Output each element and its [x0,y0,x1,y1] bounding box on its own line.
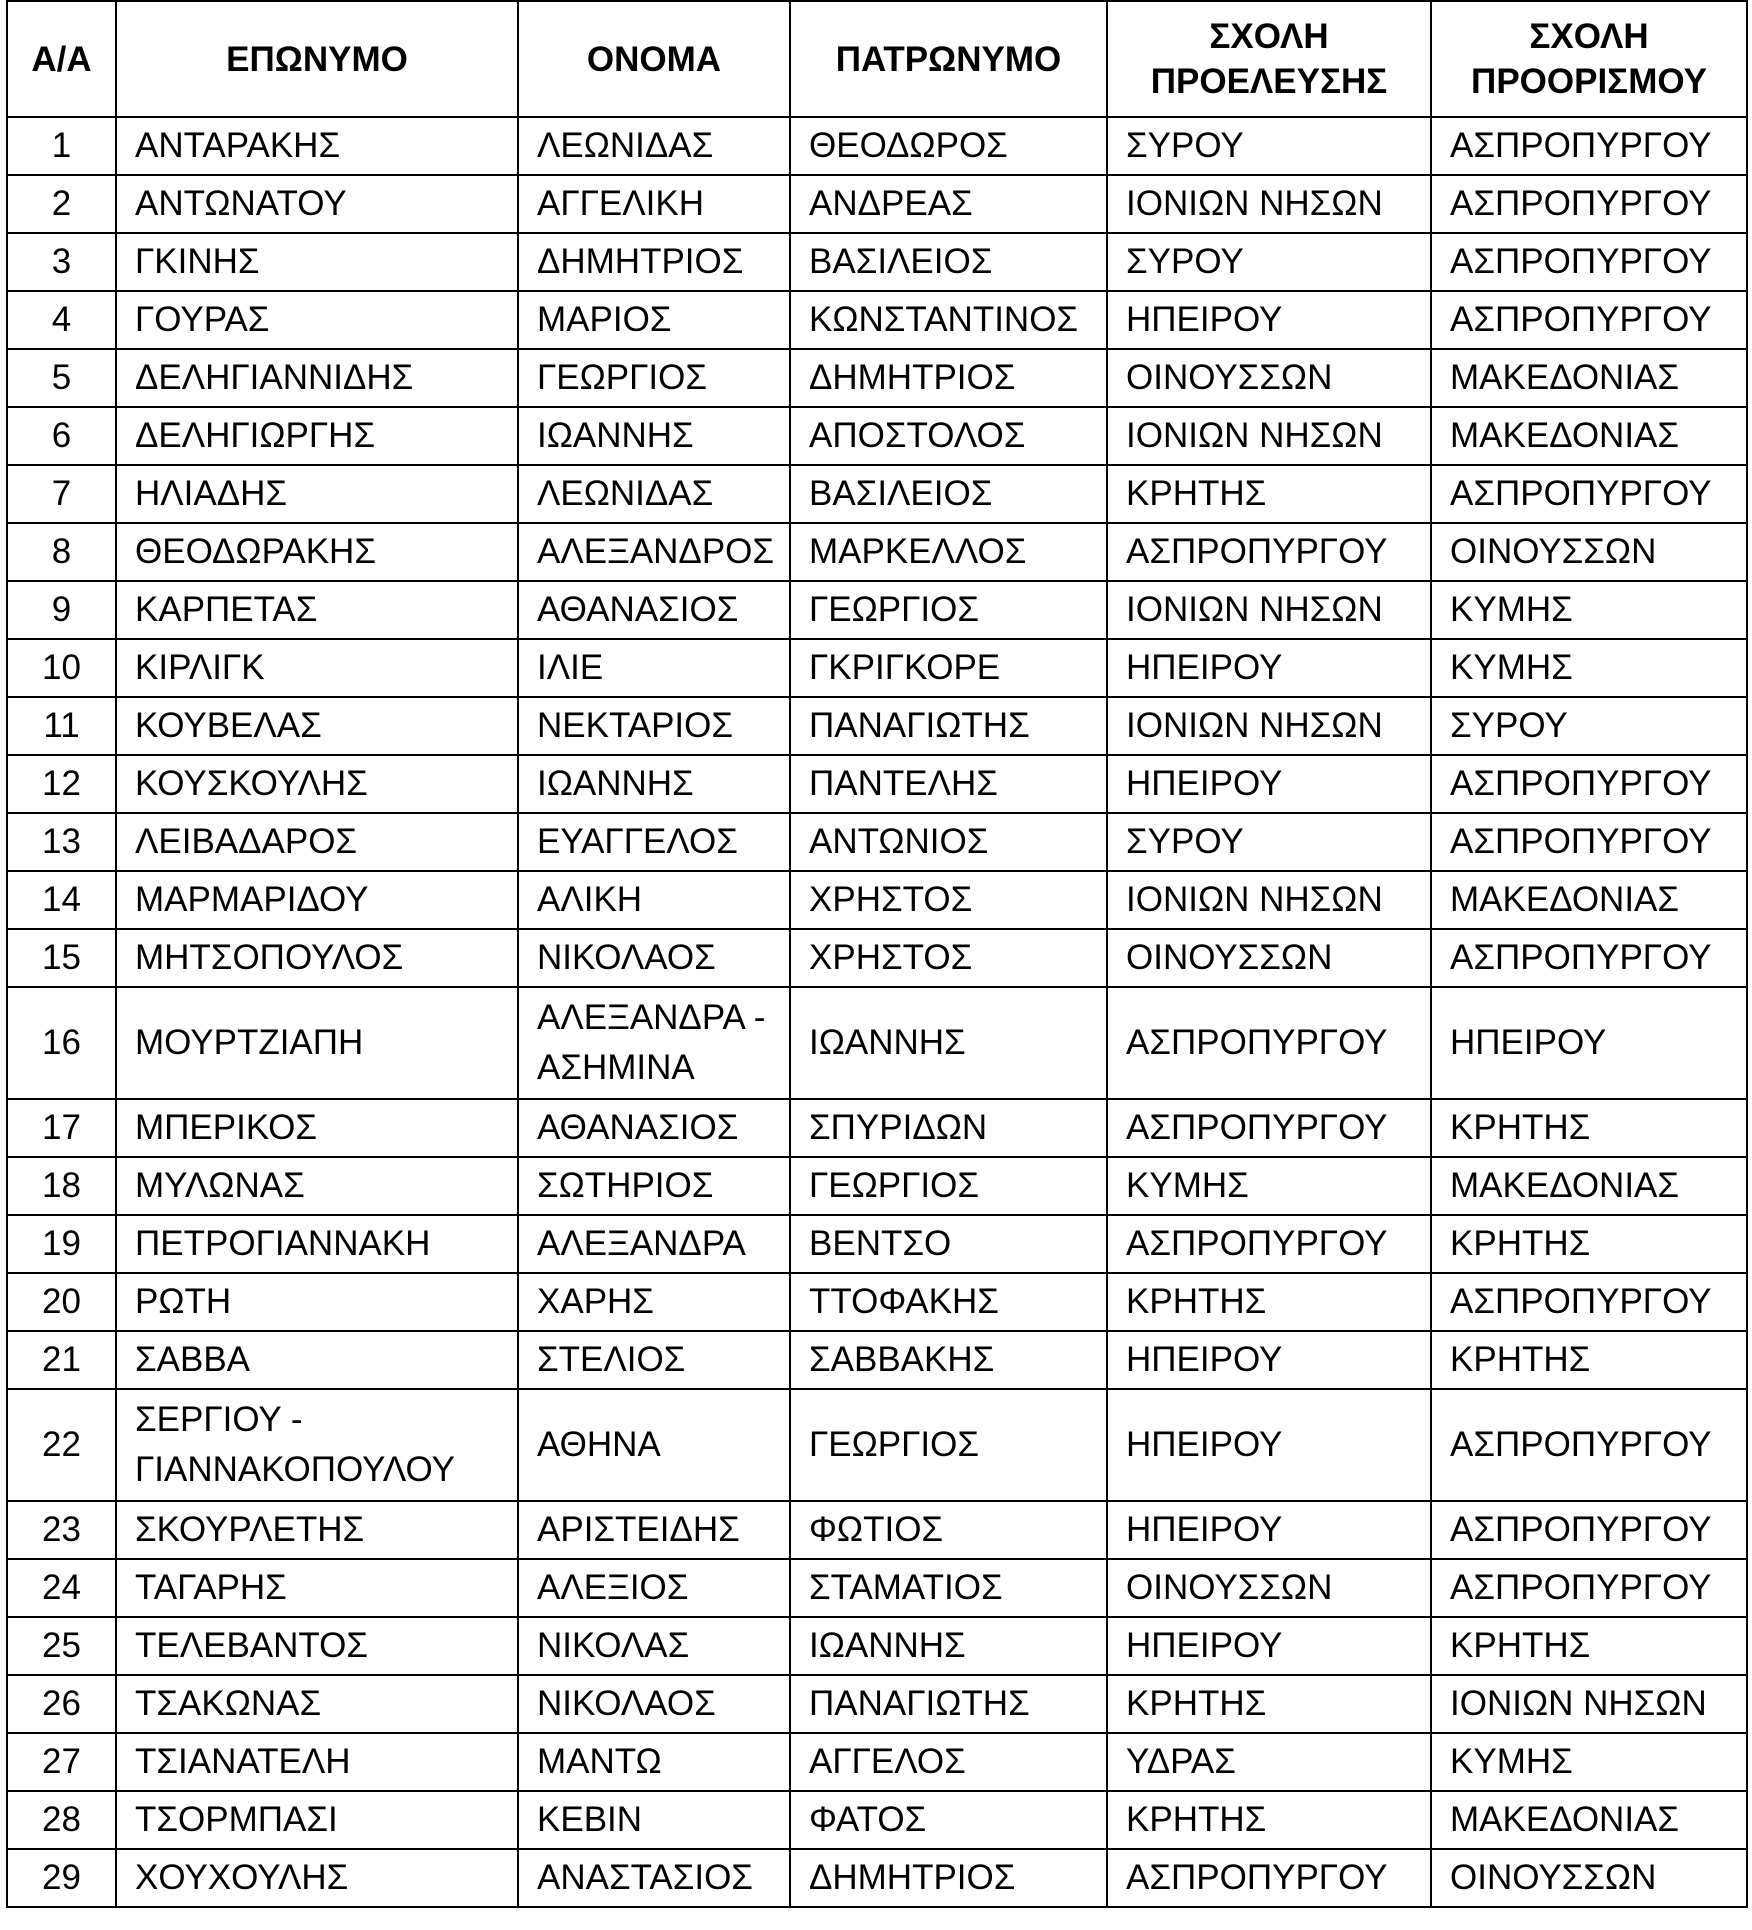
cell-father-name: ΓΚΡΙΓΚΟΡΕ [790,639,1107,697]
cell-aa: 29 [7,1849,116,1907]
cell-father-name: ΧΡΗΣΤΟΣ [790,871,1107,929]
cell-origin-school: ΑΣΠΡΟΠΥΡΓΟΥ [1107,1099,1431,1157]
cell-name: ΛΕΩΝΙΔΑΣ [518,465,790,523]
cell-destination-school: ΟΙΝΟΥΣΣΩΝ [1431,523,1747,581]
cell-surname: ΘΕΟΔΩΡΑΚΗΣ [116,523,518,581]
table-row [7,1389,1747,1501]
cell-origin-school: ΚΡΗΤΗΣ [1107,1791,1431,1849]
cell-father-name: ΑΠΟΣΤΟΛΟΣ [790,407,1107,465]
cell-father-name: ΙΩΑΝΝΗΣ [790,987,1107,1099]
table-row [7,233,1747,291]
header-destination-school [1431,1,1747,117]
cell-surname: ΚΙΡΛΙΓΚ [116,639,518,697]
cell-destination-school: ΑΣΠΡΟΠΥΡΓΟΥ [1431,813,1747,871]
cell-origin-school: ΗΠΕΙΡΟΥ [1107,1501,1431,1559]
cell-name: ΝΙΚΟΛΑΟΣ [518,929,790,987]
header-name-text: ΟΝΟΜΑ [586,39,722,79]
cell-destination-school: ΚΡΗΤΗΣ [1431,1099,1747,1157]
header-origin-school-line2: ΠΡΟΕΛΕΥΣΗΣ [1150,62,1388,101]
table-row [7,813,1747,871]
cell-origin-school: ΙΟΝΙΩΝ ΝΗΣΩΝ [1107,697,1431,755]
cell-aa: 28 [7,1791,116,1849]
table-row [7,987,1747,1099]
cell-father-name: ΧΡΗΣΤΟΣ [790,929,1107,987]
cell-origin-school: ΗΠΕΙΡΟΥ [1107,291,1431,349]
cell-surname: ΣΕΡΓΙΟΥ - ΓΙΑΝΝΑΚΟΠΟΥΛΟΥ [116,1389,518,1501]
header-name [518,1,790,117]
cell-origin-school: ΣΥΡΟΥ [1107,233,1431,291]
cell-aa: 20 [7,1273,116,1331]
table-header-row [7,1,1747,117]
cell-aa: 11 [7,697,116,755]
cell-surname: ΤΑΓΑΡΗΣ [116,1559,518,1617]
cell-destination-school: ΚΥΜΗΣ [1431,1733,1747,1791]
cell-surname: ΓΚΙΝΗΣ [116,233,518,291]
cell-name: ΣΤΕΛΙΟΣ [518,1331,790,1389]
cell-aa: 15 [7,929,116,987]
cell-father-name: ΑΝΔΡΕΑΣ [790,175,1107,233]
cell-destination-school: ΑΣΠΡΟΠΥΡΓΟΥ [1431,1559,1747,1617]
table-row [7,1849,1747,1907]
cell-father-name: ΚΩΝΣΤΑΝΤΙΝΟΣ [790,291,1107,349]
cell-name: ΙΩΑΝΝΗΣ [518,755,790,813]
cell-destination-school: ΜΑΚΕΔΟΝΙΑΣ [1431,871,1747,929]
cell-destination-school: ΑΣΠΡΟΠΥΡΓΟΥ [1431,175,1747,233]
cell-origin-school: ΗΠΕΙΡΟΥ [1107,1389,1431,1501]
header-origin-school-line1: ΣΧΟΛΗ [1209,17,1329,56]
cell-origin-school: ΣΥΡΟΥ [1107,813,1431,871]
cell-origin-school: ΙΟΝΙΩΝ ΝΗΣΩΝ [1107,175,1431,233]
cell-aa: 10 [7,639,116,697]
cell-surname: ΑΝΤΩΝΑΤΟΥ [116,175,518,233]
cell-destination-school: ΜΑΚΕΔΟΝΙΑΣ [1431,1157,1747,1215]
cell-surname: ΜΠΕΡΙΚΟΣ [116,1099,518,1157]
cell-origin-school: ΗΠΕΙΡΟΥ [1107,1617,1431,1675]
cell-father-name: ΒΑΣΙΛΕΙΟΣ [790,233,1107,291]
table-row [7,117,1747,175]
cell-origin-school: ΙΟΝΙΩΝ ΝΗΣΩΝ [1107,871,1431,929]
cell-origin-school: ΟΙΝΟΥΣΣΩΝ [1107,929,1431,987]
cell-destination-school: ΣΥΡΟΥ [1431,697,1747,755]
cell-father-name: ΣΑΒΒΑΚΗΣ [790,1331,1107,1389]
cell-destination-school: ΑΣΠΡΟΠΥΡΓΟΥ [1431,465,1747,523]
header-surname [116,1,518,117]
table-row [7,871,1747,929]
cell-destination-school: ΚΡΗΤΗΣ [1431,1617,1747,1675]
cell-surname: ΤΣΟΡΜΠΑΣΙ [116,1791,518,1849]
cell-name: ΙΛΙΕ [518,639,790,697]
cell-origin-school: ΟΙΝΟΥΣΣΩΝ [1107,349,1431,407]
table-row [7,1733,1747,1791]
table-row [7,639,1747,697]
table-row [7,581,1747,639]
cell-surname: ΤΕΛΕΒΑΝΤΟΣ [116,1617,518,1675]
cell-name: ΝΕΚΤΑΡΙΟΣ [518,697,790,755]
cell-aa: 12 [7,755,116,813]
table-row [7,1157,1747,1215]
cell-destination-school: ΑΣΠΡΟΠΥΡΓΟΥ [1431,1501,1747,1559]
cell-name: ΑΝΑΣΤΑΣΙΟΣ [518,1849,790,1907]
table-row [7,1273,1747,1331]
table-row [7,1675,1747,1733]
cell-aa: 26 [7,1675,116,1733]
cell-surname: ΧΟΥΧΟΥΛΗΣ [116,1849,518,1907]
cell-origin-school: ΑΣΠΡΟΠΥΡΓΟΥ [1107,523,1431,581]
cell-destination-school: ΑΣΠΡΟΠΥΡΓΟΥ [1431,929,1747,987]
table-row [7,929,1747,987]
cell-aa: 3 [7,233,116,291]
cell-name: ΑΓΓΕΛΙΚΗ [518,175,790,233]
cell-destination-school: ΙΟΝΙΩΝ ΝΗΣΩΝ [1431,1675,1747,1733]
cell-father-name: ΤΤΟΦΑΚΗΣ [790,1273,1107,1331]
table-row [7,755,1747,813]
cell-aa: 2 [7,175,116,233]
cell-name: ΑΛΕΞΙΟΣ [518,1559,790,1617]
table-row [7,1099,1747,1157]
cell-surname: ΣΑΒΒΑ [116,1331,518,1389]
cell-surname: ΠΕΤΡΟΓΙΑΝΝΑΚΗ [116,1215,518,1273]
cell-surname: ΜΗΤΣΟΠΟΥΛΟΣ [116,929,518,987]
cell-aa: 9 [7,581,116,639]
cell-destination-school: ΚΥΜΗΣ [1431,639,1747,697]
table-row [7,1501,1747,1559]
table-row [7,1559,1747,1617]
cell-name: ΝΙΚΟΛΑΣ [518,1617,790,1675]
table-row [7,349,1747,407]
cell-name: ΛΕΩΝΙΔΑΣ [518,117,790,175]
cell-surname: ΔΕΛΗΓΙΑΝΝΙΔΗΣ [116,349,518,407]
cell-name: ΑΛΕΞΑΝΔΡΑ [518,1215,790,1273]
cell-aa: 8 [7,523,116,581]
cell-aa: 18 [7,1157,116,1215]
cell-destination-school: ΑΣΠΡΟΠΥΡΓΟΥ [1431,1273,1747,1331]
cell-origin-school: ΗΠΕΙΡΟΥ [1107,639,1431,697]
table-row [7,1617,1747,1675]
cell-origin-school: ΙΟΝΙΩΝ ΝΗΣΩΝ [1107,581,1431,639]
cell-father-name: ΣΤΑΜΑΤΙΟΣ [790,1559,1107,1617]
cell-name: ΙΩΑΝΝΗΣ [518,407,790,465]
cell-origin-school: ΥΔΡΑΣ [1107,1733,1431,1791]
cell-father-name: ΓΕΩΡΓΙΟΣ [790,1157,1107,1215]
cell-surname: ΜΑΡΜΑΡΙΔΟΥ [116,871,518,929]
cell-destination-school: ΑΣΠΡΟΠΥΡΓΟΥ [1431,1389,1747,1501]
cell-destination-school: ΑΣΠΡΟΠΥΡΓΟΥ [1431,117,1747,175]
cell-name: ΜΑΝΤΩ [518,1733,790,1791]
cell-father-name: ΒΑΣΙΛΕΙΟΣ [790,465,1107,523]
cell-surname: ΡΩΤΗ [116,1273,518,1331]
cell-father-name: ΔΗΜΗΤΡΙΟΣ [790,349,1107,407]
cell-aa: 13 [7,813,116,871]
cell-surname: ΜΟΥΡΤΖΙΑΠΗ [116,987,518,1099]
cell-origin-school: ΙΟΝΙΩΝ ΝΗΣΩΝ [1107,407,1431,465]
cell-name: ΑΛΕΞΑΝΔΡΑ - ΑΣΗΜΙΝΑ [518,987,790,1099]
cell-father-name: ΒΕΝΤΣΟ [790,1215,1107,1273]
cell-origin-school: ΚΡΗΤΗΣ [1107,1273,1431,1331]
cell-father-name: ΙΩΑΝΝΗΣ [790,1617,1107,1675]
cell-aa: 27 [7,1733,116,1791]
cell-origin-school: ΗΠΕΙΡΟΥ [1107,755,1431,813]
header-aa [7,1,116,117]
cell-aa: 16 [7,987,116,1099]
cell-name: ΚΕΒΙΝ [518,1791,790,1849]
cell-father-name: ΘΕΟΔΩΡΟΣ [790,117,1107,175]
table-row [7,523,1747,581]
cell-destination-school: ΚΡΗΤΗΣ [1431,1331,1747,1389]
header-surname-text: ΕΠΩΝΥΜΟ [226,39,408,79]
header-destination-school-line2: ΠΡΟΟΡΙΣΜΟΥ [1471,62,1707,101]
cell-name: ΑΘΗΝΑ [518,1389,790,1501]
cell-father-name: ΓΕΩΡΓΙΟΣ [790,581,1107,639]
cell-surname: ΔΕΛΗΓΙΩΡΓΗΣ [116,407,518,465]
cell-name: ΑΛΕΞΑΝΔΡΟΣ [518,523,790,581]
cell-surname: ΑΝΤΑΡΑΚΗΣ [116,117,518,175]
table-row [7,1215,1747,1273]
cell-surname: ΛΕΙΒΑΔΑΡΟΣ [116,813,518,871]
table-row [7,1331,1747,1389]
transfer-list-document [6,0,1746,1908]
cell-aa: 22 [7,1389,116,1501]
table-row [7,175,1747,233]
cell-destination-school: ΚΥΜΗΣ [1431,581,1747,639]
cell-surname: ΚΟΥΒΕΛΑΣ [116,697,518,755]
cell-origin-school: ΑΣΠΡΟΠΥΡΓΟΥ [1107,1215,1431,1273]
cell-surname: ΚΑΡΠΕΤΑΣ [116,581,518,639]
cell-aa: 5 [7,349,116,407]
cell-origin-school: ΚΡΗΤΗΣ [1107,465,1431,523]
table-row [7,697,1747,755]
header-father-name-text: ΠΑΤΡΩΝΥΜΟ [835,39,1062,79]
cell-name: ΑΘΑΝΑΣΙΟΣ [518,581,790,639]
cell-destination-school: ΗΠΕΙΡΟΥ [1431,987,1747,1099]
cell-father-name: ΠΑΝΑΓΙΩΤΗΣ [790,697,1107,755]
cell-origin-school: ΟΙΝΟΥΣΣΩΝ [1107,1559,1431,1617]
cell-father-name: ΠΑΝΤΕΛΗΣ [790,755,1107,813]
cell-name: ΧΑΡΗΣ [518,1273,790,1331]
cell-father-name: ΦΩΤΙΟΣ [790,1501,1107,1559]
table-row [7,407,1747,465]
cell-name: ΣΩΤΗΡΙΟΣ [518,1157,790,1215]
cell-father-name: ΓΕΩΡΓΙΟΣ [790,1389,1107,1501]
cell-father-name: ΣΠΥΡΙΔΩΝ [790,1099,1107,1157]
cell-destination-school: ΜΑΚΕΔΟΝΙΑΣ [1431,349,1747,407]
cell-aa: 14 [7,871,116,929]
cell-origin-school: ΚΥΜΗΣ [1107,1157,1431,1215]
cell-surname: ΓΟΥΡΑΣ [116,291,518,349]
cell-surname: ΤΣΑΚΩΝΑΣ [116,1675,518,1733]
cell-aa: 6 [7,407,116,465]
cell-aa: 23 [7,1501,116,1559]
table-body [7,117,1747,1907]
table-row [7,1791,1747,1849]
cell-origin-school: ΑΣΠΡΟΠΥΡΓΟΥ [1107,987,1431,1099]
header-father-name [790,1,1107,117]
cell-name: ΑΛΙΚΗ [518,871,790,929]
cell-destination-school: ΑΣΠΡΟΠΥΡΓΟΥ [1431,291,1747,349]
table-row [7,465,1747,523]
cell-aa: 19 [7,1215,116,1273]
cell-surname: ΣΚΟΥΡΛΕΤΗΣ [116,1501,518,1559]
cell-aa: 7 [7,465,116,523]
cell-name: ΔΗΜΗΤΡΙΟΣ [518,233,790,291]
cell-surname: ΤΣΙΑΝΑΤΕΛΗ [116,1733,518,1791]
cell-destination-school: ΜΑΚΕΔΟΝΙΑΣ [1431,1791,1747,1849]
cell-name: ΜΑΡΙΟΣ [518,291,790,349]
cell-destination-school: ΚΡΗΤΗΣ [1431,1215,1747,1273]
cell-aa: 4 [7,291,116,349]
cell-origin-school: ΗΠΕΙΡΟΥ [1107,1331,1431,1389]
cell-destination-school: ΑΣΠΡΟΠΥΡΓΟΥ [1431,233,1747,291]
cell-father-name: ΑΝΤΩΝΙΟΣ [790,813,1107,871]
cell-destination-school: ΜΑΚΕΔΟΝΙΑΣ [1431,407,1747,465]
cell-origin-school: ΚΡΗΤΗΣ [1107,1675,1431,1733]
cell-surname: ΚΟΥΣΚΟΥΛΗΣ [116,755,518,813]
cell-aa: 17 [7,1099,116,1157]
header-origin-school [1107,1,1431,117]
cell-name: ΕΥΑΓΓΕΛΟΣ [518,813,790,871]
table-row [7,291,1747,349]
cell-destination-school: ΟΙΝΟΥΣΣΩΝ [1431,1849,1747,1907]
cell-name: ΝΙΚΟΛΑΟΣ [518,1675,790,1733]
cell-aa: 25 [7,1617,116,1675]
cell-father-name: ΑΓΓΕΛΟΣ [790,1733,1107,1791]
cell-destination-school: ΑΣΠΡΟΠΥΡΓΟΥ [1431,755,1747,813]
cell-father-name: ΜΑΡΚΕΛΛΟΣ [790,523,1107,581]
cell-father-name: ΠΑΝΑΓΙΩΤΗΣ [790,1675,1107,1733]
cell-name: ΑΘΑΝΑΣΙΟΣ [518,1099,790,1157]
cell-origin-school: ΑΣΠΡΟΠΥΡΓΟΥ [1107,1849,1431,1907]
cell-name: ΓΕΩΡΓΙΟΣ [518,349,790,407]
cell-name: ΑΡΙΣΤΕΙΔΗΣ [518,1501,790,1559]
cell-aa: 24 [7,1559,116,1617]
cell-aa: 21 [7,1331,116,1389]
header-destination-school-line1: ΣΧΟΛΗ [1529,17,1649,56]
cell-aa: 1 [7,117,116,175]
cell-surname: ΜΥΛΩΝΑΣ [116,1157,518,1215]
transfer-table [6,0,1748,1908]
cell-father-name: ΔΗΜΗΤΡΙΟΣ [790,1849,1107,1907]
cell-surname: ΗΛΙΑΔΗΣ [116,465,518,523]
cell-father-name: ΦΑΤΟΣ [790,1791,1107,1849]
header-aa-text: Α/Α [31,39,92,79]
cell-origin-school: ΣΥΡΟΥ [1107,117,1431,175]
